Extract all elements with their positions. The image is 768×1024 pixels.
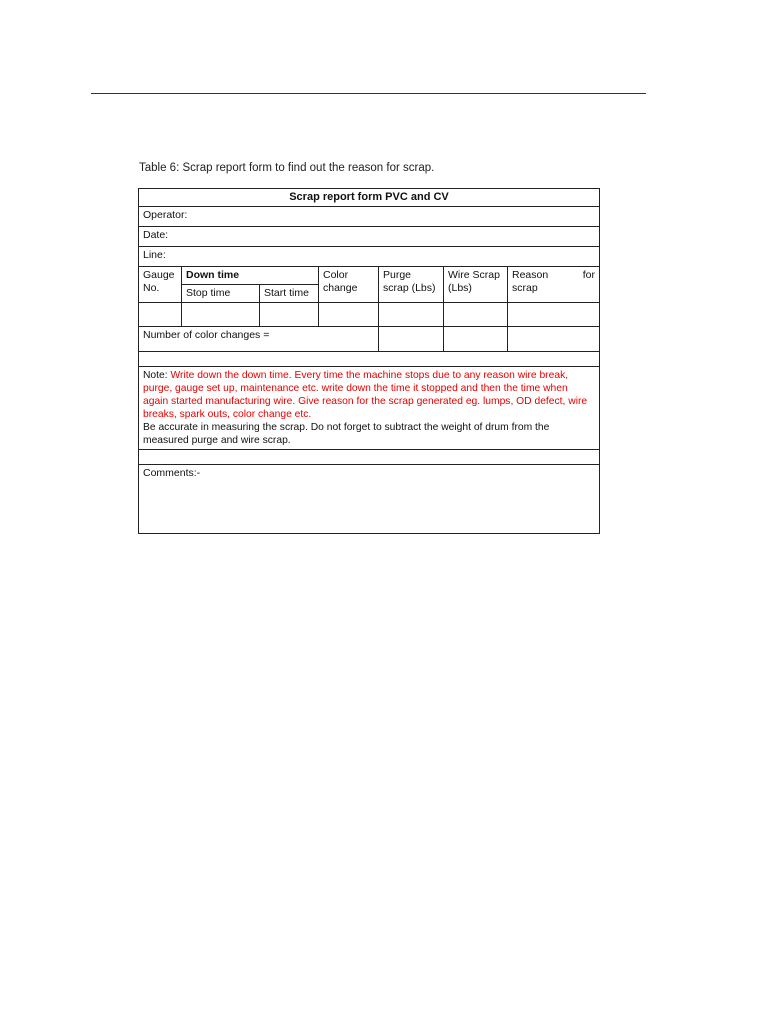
reason-cell[interactable] — [508, 303, 600, 327]
top-horizontal-rule — [91, 93, 646, 94]
color-change-cell[interactable] — [319, 303, 379, 327]
note-red-text: Write down the down time. Every time the machine stops due to any reason wire break, purge, gauge set up, maintenance etc. write down the time it stopped and then the time when again started manufacturing wire. Give reason for the scrap generated eg. lumps, OD defect, wire breaks, spark outs, color change etc. — [143, 370, 588, 420]
spacer-row — [139, 352, 600, 367]
operator-field[interactable]: Operator: — [139, 207, 600, 227]
entry-row — [139, 303, 600, 327]
reason-word: Reason — [512, 269, 549, 281]
reason-for-scrap-header — [508, 267, 600, 303]
count-cell-3[interactable] — [508, 327, 600, 352]
start-time-header: Start time — [260, 285, 319, 303]
spacer-row-2 — [139, 450, 600, 465]
gauge-cell[interactable] — [139, 303, 182, 327]
count-cell-2[interactable] — [444, 327, 508, 352]
note-label: Note: — [143, 370, 168, 381]
down-time-header: Down time — [182, 267, 319, 285]
stop-time-cell[interactable] — [182, 303, 260, 327]
gauge-no-header: Gauge No. — [139, 267, 182, 303]
count-cell-1[interactable] — [379, 327, 444, 352]
color-change-header: Color change — [319, 267, 379, 303]
line-field[interactable]: Line: — [139, 247, 600, 267]
date-field[interactable]: Date: — [139, 227, 600, 247]
scrap-word: scrap — [512, 282, 538, 294]
note-black-text: Be accurate in measuring the scrap. Do not forget to subtract the weight of drum from the measured purge and wire scrap. — [143, 422, 550, 446]
comments-field[interactable]: Comments:- — [139, 465, 600, 534]
table-caption: Table 6: Scrap report form to find out the reason for scrap. — [139, 162, 435, 174]
wire-scrap-cell[interactable] — [444, 303, 508, 327]
scrap-report-form — [138, 188, 600, 534]
start-time-cell[interactable] — [260, 303, 319, 327]
form-title: Scrap report form PVC and CV — [139, 189, 600, 207]
purge-scrap-cell[interactable] — [379, 303, 444, 327]
wire-scrap-header: Wire Scrap (Lbs) — [444, 267, 508, 303]
color-changes-count-label: Number of color changes = — [139, 327, 379, 352]
purge-scrap-header: Purge scrap (Lbs) — [379, 267, 444, 303]
note-block — [139, 367, 600, 450]
for-word: for — [582, 269, 595, 281]
stop-time-header: Stop time — [182, 285, 260, 303]
